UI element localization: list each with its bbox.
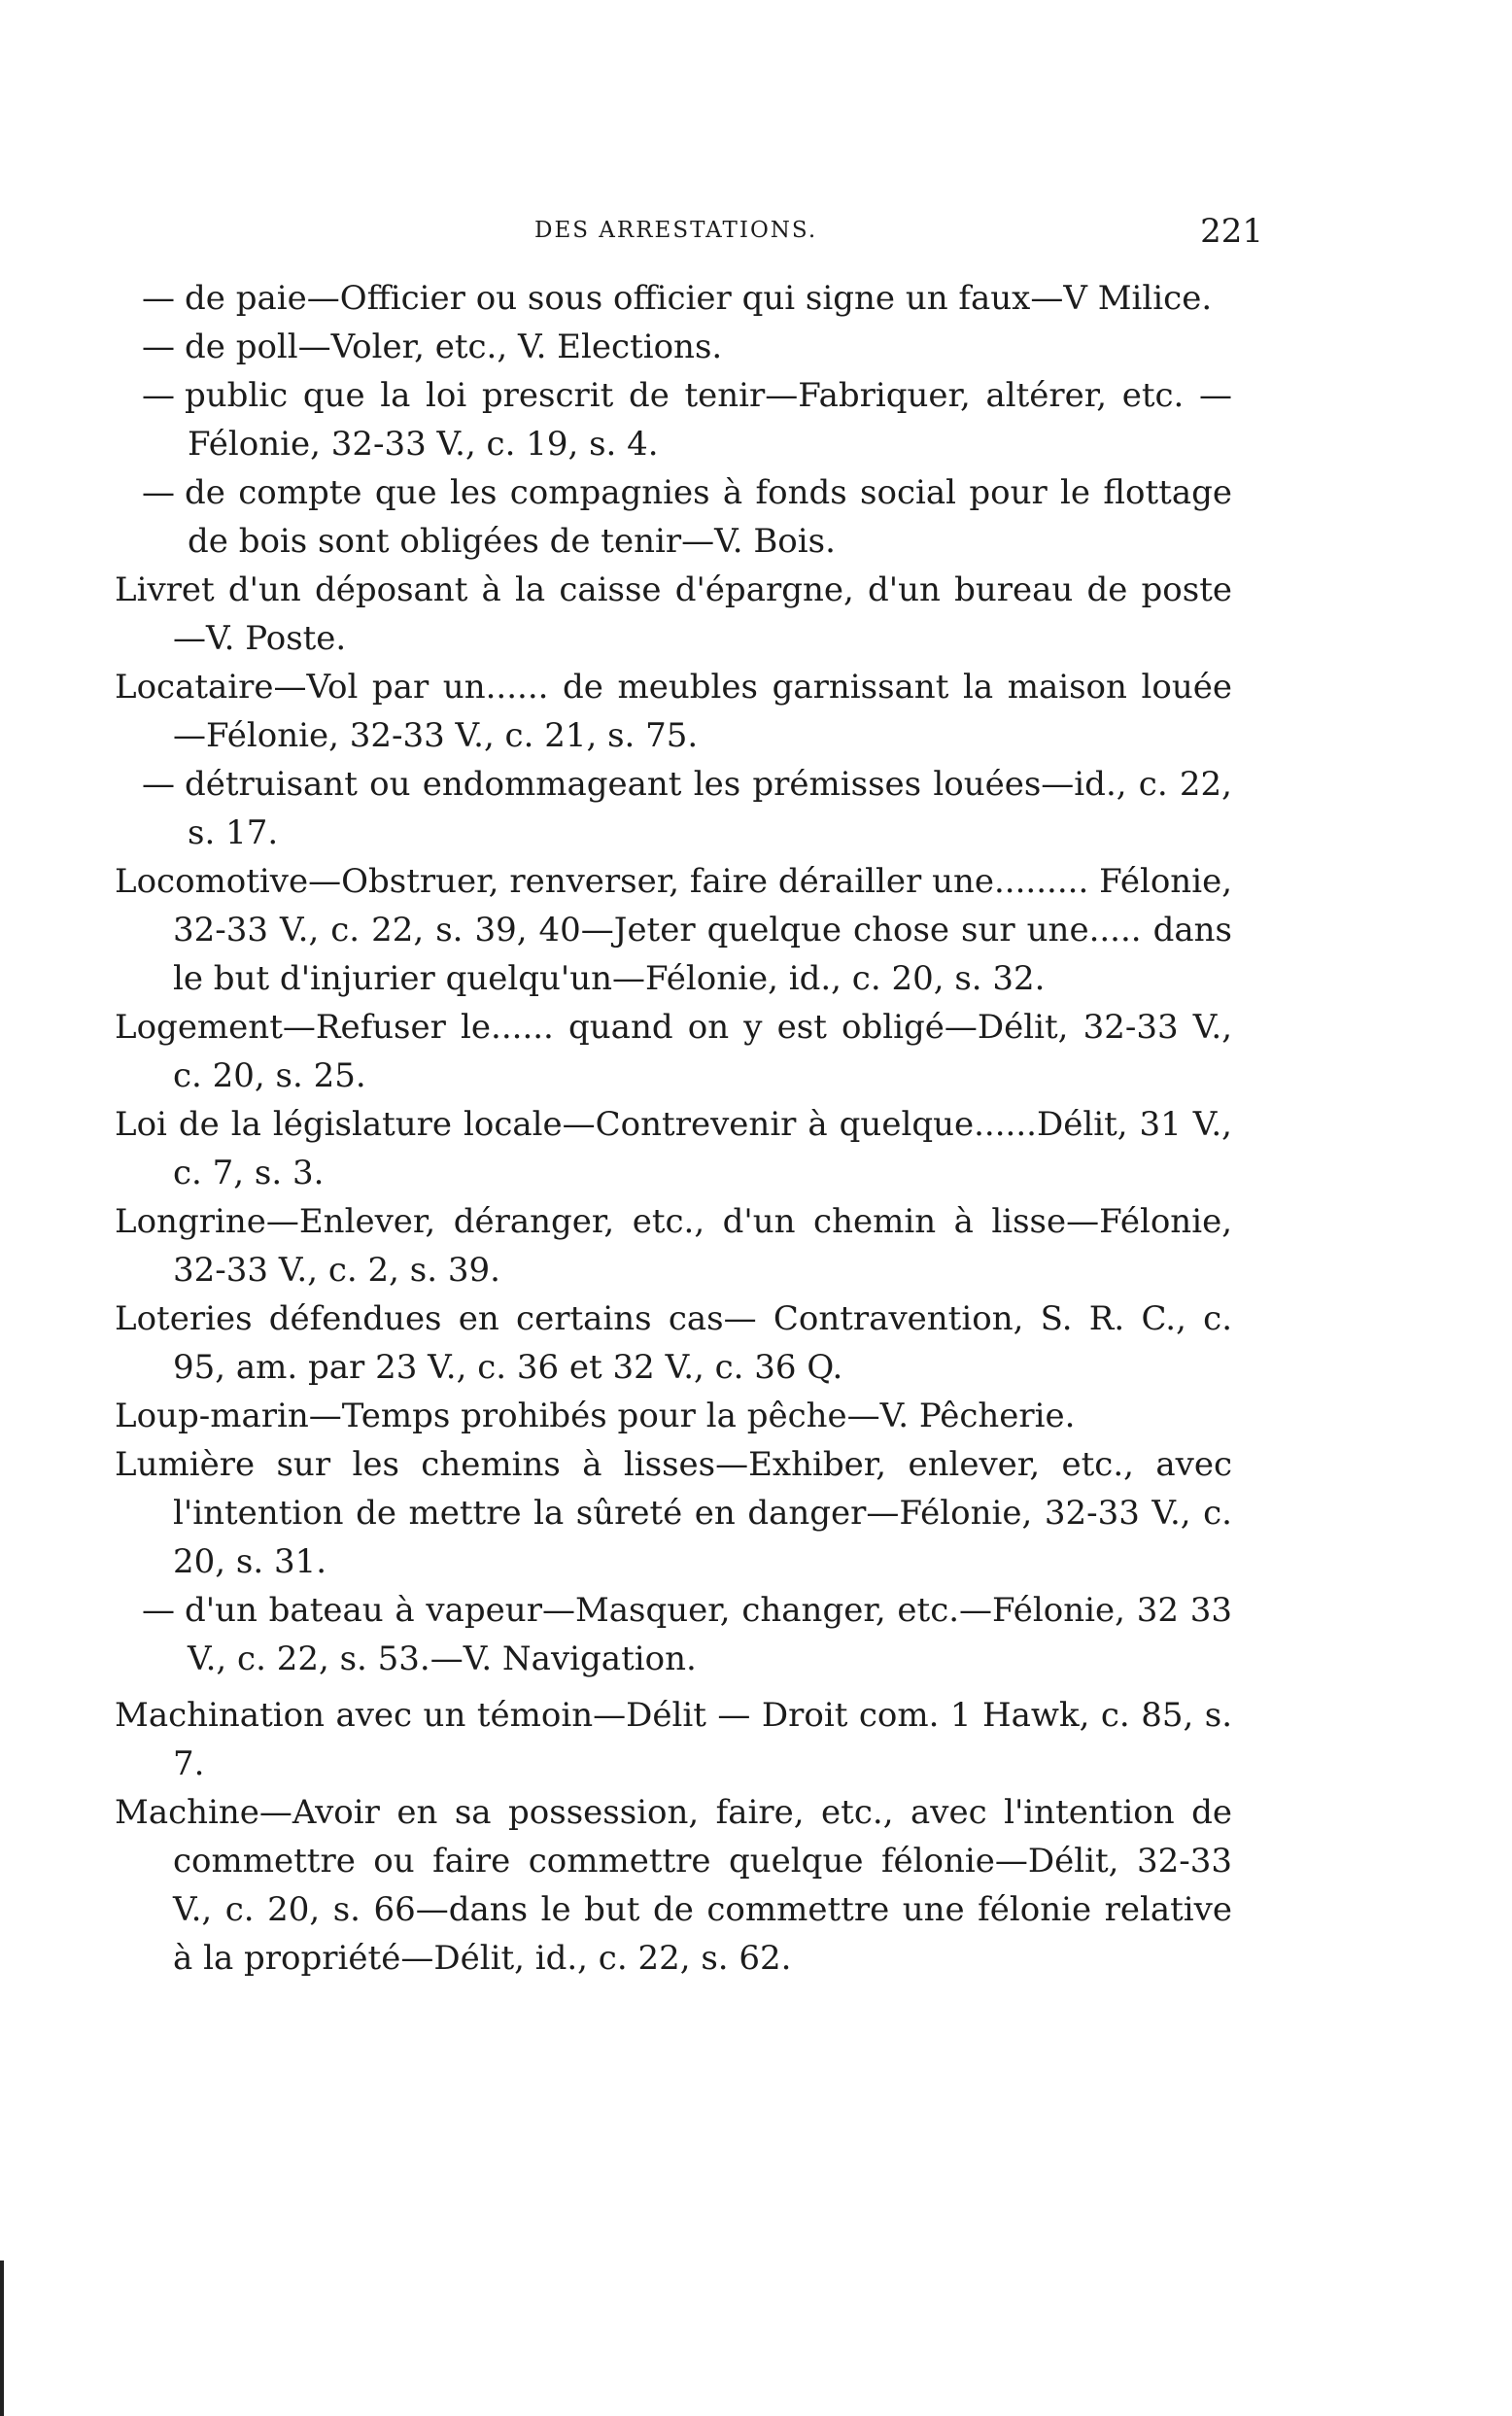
entry-dash: — xyxy=(142,473,175,512)
entry-text: Locomotive—Obstruer, renverser, faire dérailler une......... Félonie, 32-33 V., c. 22, s. 39, 40—Jeter quelque chose sur une..... dans le but d'injurier quelqu'un—Félonie, id., c. 20, s. 32. xyxy=(115,862,1232,998)
entry-text: Lumière sur les chemins à lisses—Exhiber, enlever, etc., avec l'intention de mettre la sûreté en danger—Félonie, 32-33 V., c. 20, s. 31. xyxy=(115,1445,1232,1581)
entry-dash: — xyxy=(142,328,175,366)
entry-text: de compte que les compagnies à fonds social pour le flottage de bois sont obligées de tenir—V. Bois. xyxy=(185,473,1232,561)
index-entry xyxy=(115,1294,1232,1392)
index-entry xyxy=(115,1100,1232,1197)
entry-text: Machine—Avoir en sa possession, faire, etc., avec l'intention de commettre ou faire commettre quelque félonie—Délit, 32-33 V., c. 20, s. 66—dans le but de commettre une félonie relative à la propriété—Délit, id., c. 22, s. 62. xyxy=(115,1793,1232,1978)
index-entry xyxy=(115,1197,1232,1294)
sub-entry xyxy=(115,371,1232,468)
index-entry xyxy=(115,1003,1232,1100)
running-head: DES ARRESTATIONS. xyxy=(534,218,818,243)
entry-text: d'un bateau à vapeur—Masquer, changer, etc.—Félonie, 32 33 V., c. 22, s. 53.—V. Navigation. xyxy=(185,1591,1232,1678)
page-number: 221 xyxy=(1200,212,1263,251)
entry-text: Locataire—Vol par un...... de meubles garnissant la maison louée—Félonie, 32-33 V., c. 21, s. 75. xyxy=(115,668,1232,755)
entry-text: Loi de la législature locale—Contrevenir à quelque......Délit, 31 V., c. 7, s. 3. xyxy=(115,1105,1232,1192)
index-entry xyxy=(115,566,1232,663)
sub-entry xyxy=(115,760,1232,857)
index-entry xyxy=(115,1392,1232,1440)
entry-text: public que la loi prescrit de tenir—Fabriquer, altérer, etc. —Félonie, 32-33 V., c. 19, s. 4. xyxy=(185,376,1232,464)
entry-dash: — xyxy=(142,765,175,804)
entry-text: Loup-marin—Temps prohibés pour la pêche—V. Pêcherie. xyxy=(115,1397,1076,1435)
entry-text: Loteries défendues en certains cas— Contravention, S. R. C., c. 95, am. par 23 V., c. 36 et 32 V., c. 36 Q. xyxy=(115,1299,1232,1387)
index-entry xyxy=(115,1788,1232,1983)
entry-text: Machination avec un témoin—Délit — Droit com. 1 Hawk, c. 85, s. 7. xyxy=(115,1696,1232,1783)
entry-text: Livret d'un déposant à la caisse d'épargne, d'un bureau de poste—V. Poste. xyxy=(115,570,1232,658)
index-entry xyxy=(115,1691,1232,1788)
entry-text: détruisant ou endommageant les prémisses louées—id., c. 22, s. 17. xyxy=(185,765,1232,852)
entry-text: Longrine—Enlever, déranger, etc., d'un chemin à lisse—Félonie, 32-33 V., c. 2, s. 39. xyxy=(115,1202,1232,1290)
entry-dash: — xyxy=(142,1591,175,1630)
index-entry xyxy=(115,857,1232,1003)
page-edge-mark xyxy=(0,2261,4,2416)
entry-text: de poll—Voler, etc., V. Elections. xyxy=(185,328,723,366)
entry-text: de paie—Officier ou sous officier qui signe un faux—V Milice. xyxy=(185,279,1213,318)
entry-text: Logement—Refuser le...... quand on y est obligé—Délit, 32-33 V., c. 20, s. 25. xyxy=(115,1008,1232,1095)
sub-entry xyxy=(115,323,1232,371)
sub-entry xyxy=(115,1586,1232,1683)
sub-entry xyxy=(115,274,1232,323)
sub-entry xyxy=(115,468,1232,566)
index-entries xyxy=(115,274,1232,1983)
entry-dash: — xyxy=(142,376,175,415)
index-entry xyxy=(115,663,1232,760)
page-header xyxy=(117,212,1263,257)
index-entry xyxy=(115,1440,1232,1586)
entry-dash: — xyxy=(142,279,175,318)
